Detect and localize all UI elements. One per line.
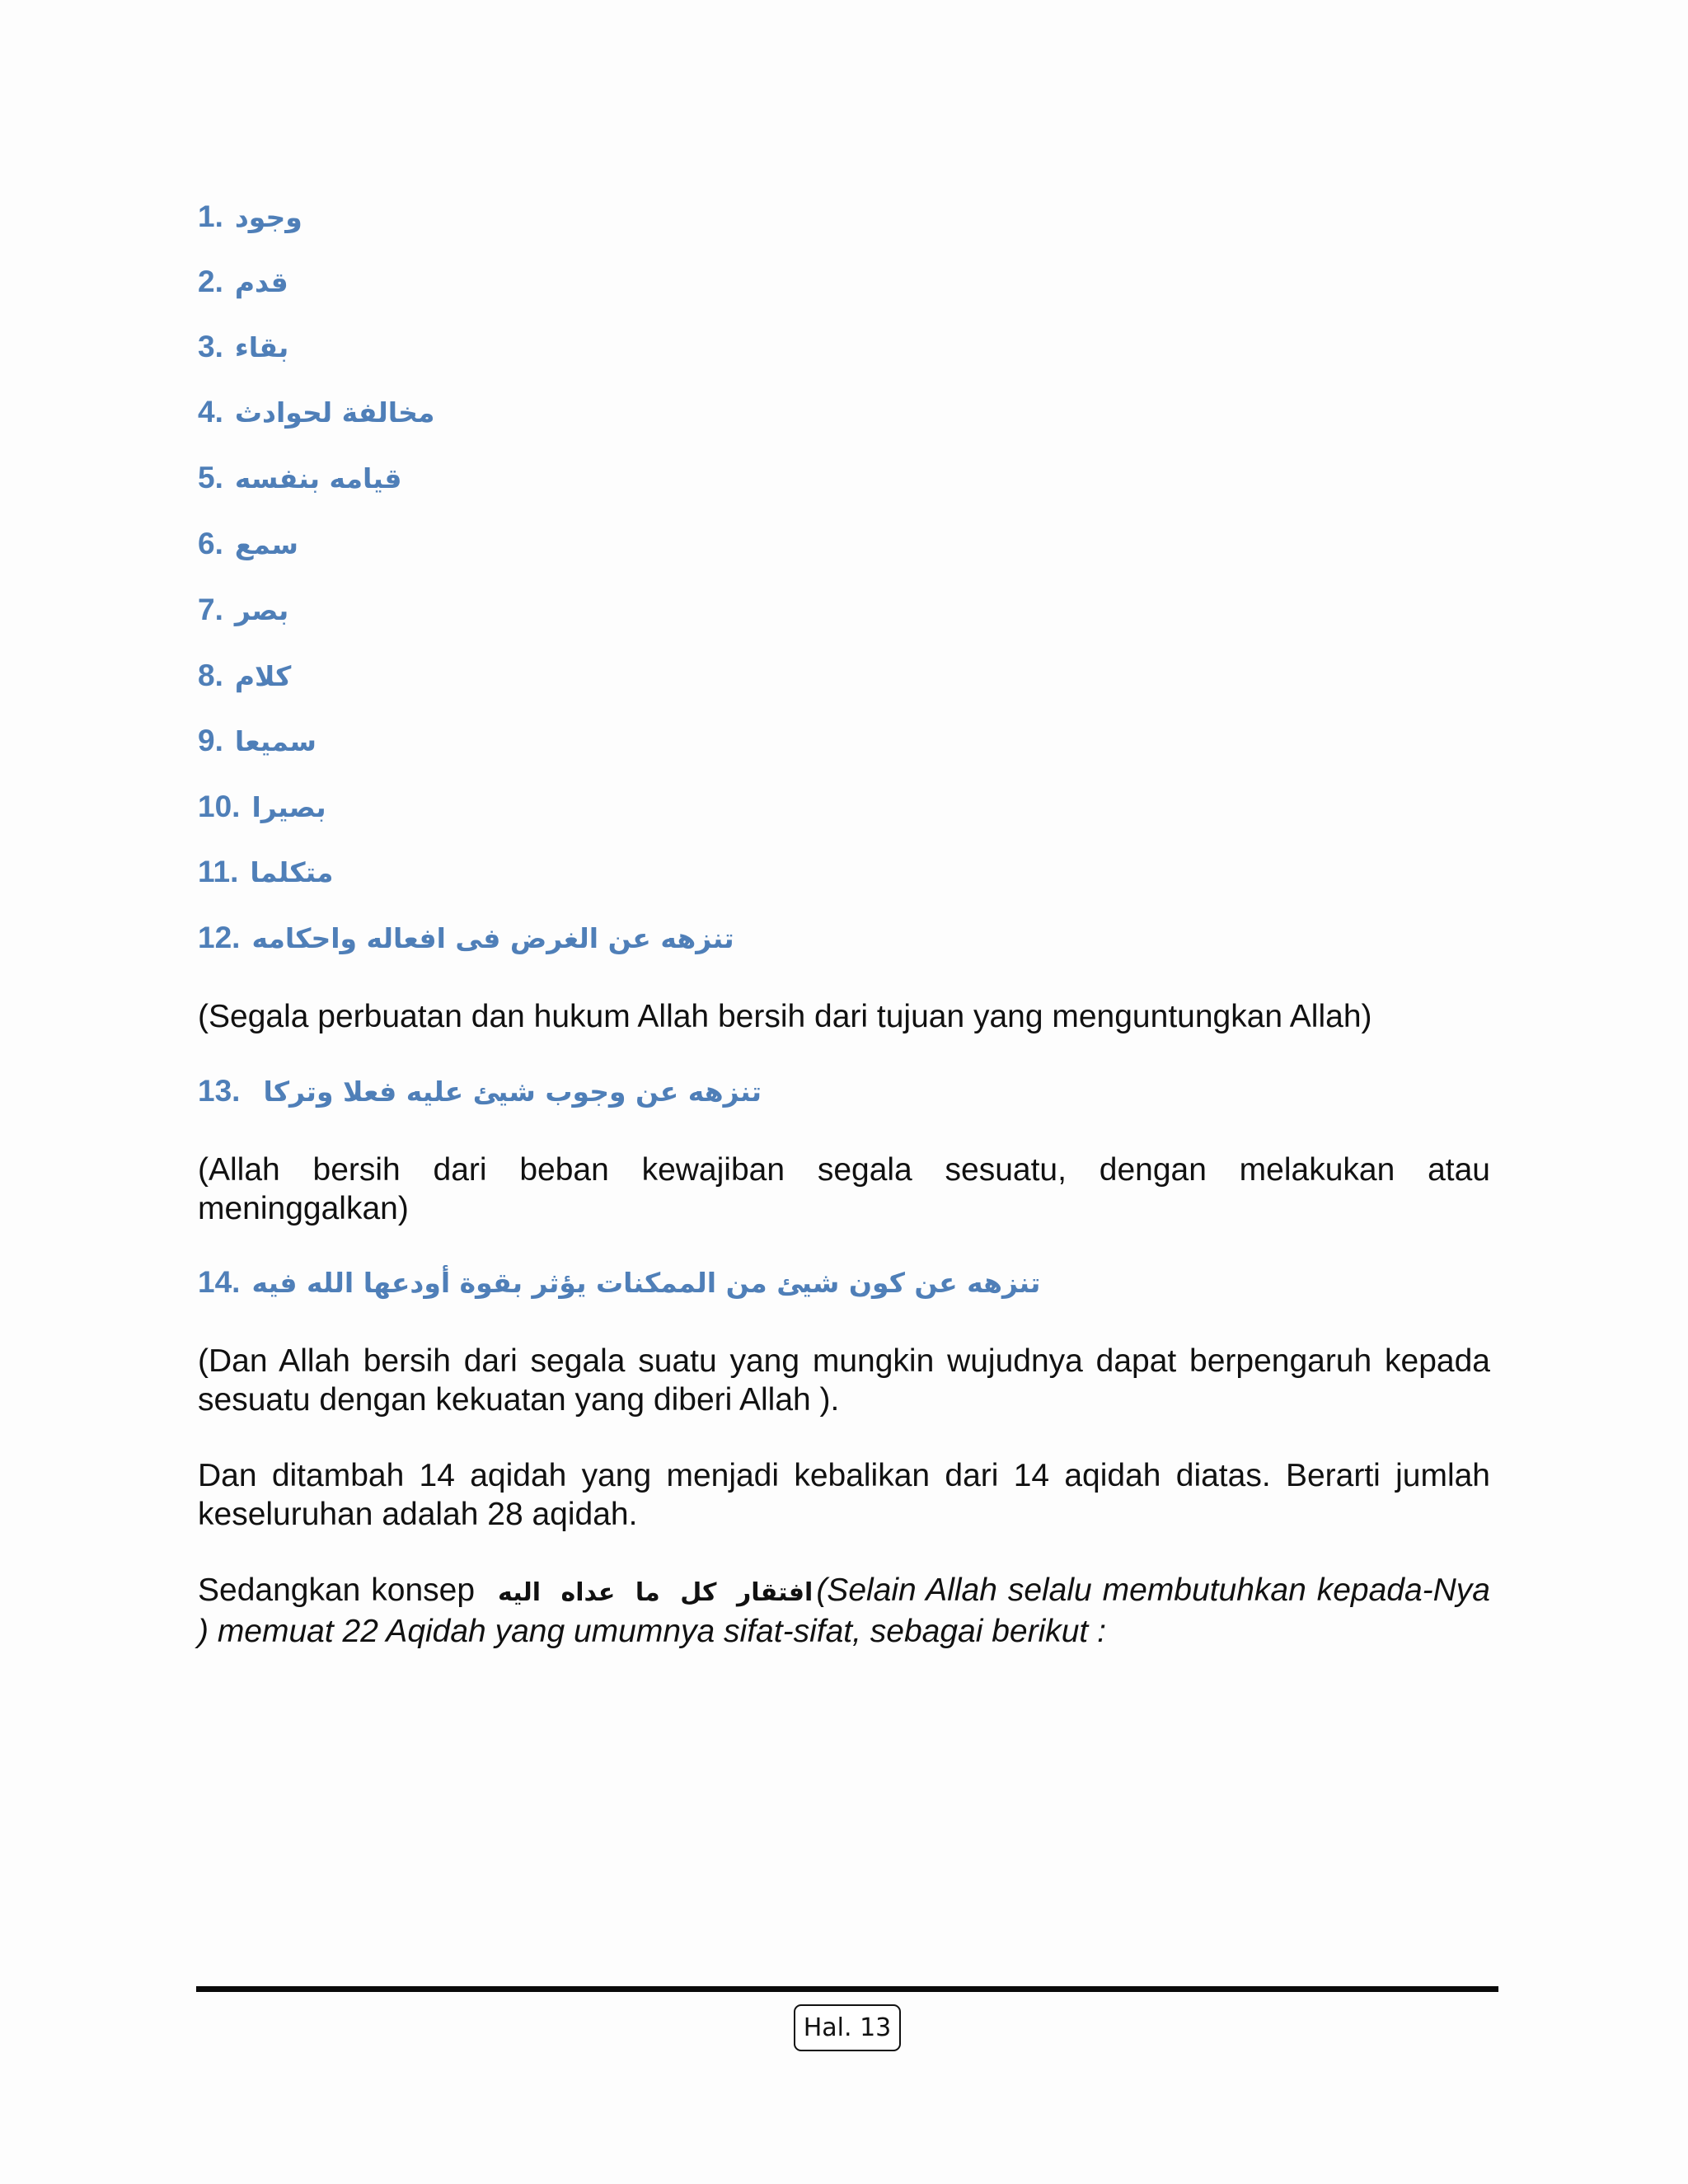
summary-paragraph: Dan ditambah 14 aqidah yang menjadi kebalikan dari 14 aqidah diatas. Berarti jumlah keseluruhan adalah 28 aqidah. <box>198 1458 1490 1532</box>
aqidah-item-7 <box>198 585 288 635</box>
aqidah-item-2 <box>198 257 288 307</box>
item-arabic-text: بصيرا <box>251 790 326 823</box>
item-arabic-text: متكلما <box>250 855 334 888</box>
item-number: 7. <box>198 593 223 626</box>
item-number: 9. <box>198 724 223 757</box>
item-arabic-text: تنزهه عن الغرض فى افعاله واحكامه <box>251 921 734 954</box>
aqidah-item-3 <box>198 322 288 372</box>
item-arabic-text: كلام <box>234 659 292 692</box>
item-arabic-text: بصر <box>234 593 289 626</box>
aqidah-item-14 <box>198 1258 1040 1307</box>
concept-paragraph <box>198 1571 1490 1651</box>
footer-divider <box>196 1986 1498 1992</box>
item-arabic-text: قدم <box>234 265 288 298</box>
item-number: 11. <box>198 855 239 888</box>
aqidah-item-4 <box>198 387 434 437</box>
item-arabic-text: مخالفة لحوادث <box>234 396 435 429</box>
explanation-14: (Dan Allah bersih dari segala suatu yang mungkin wujudnya dapat berpengaruh kepada sesuatu dengan kekuatan yang diberi Allah ). <box>198 1343 1490 1418</box>
item-arabic-text: تنزهه عن كون شيئ من الممكنات يؤثر بقوة أودعها الله فيه <box>251 1266 1041 1299</box>
item-number: 8. <box>198 658 223 692</box>
aqidah-item-8 <box>198 651 291 701</box>
item-number: 13. <box>198 1074 241 1108</box>
aqidah-item-1 <box>198 192 302 241</box>
item-number: 5. <box>198 461 223 494</box>
item-arabic-text: سميعا <box>234 724 316 757</box>
aqidah-item-13 <box>198 1066 762 1116</box>
page-number-badge: Hal. 13 <box>794 2004 901 2051</box>
item-arabic-text: تنزهه عن وجوب شيئ عليه فعلا وتركا <box>263 1075 762 1108</box>
item-arabic-text: بقاء <box>234 330 289 363</box>
aqidah-item-6 <box>198 519 298 569</box>
explanation-12: (Segala perbuatan dan hukum Allah bersih dari tujuan yang menguntungkan Allah) <box>198 999 1372 1034</box>
item-arabic-text: قيامه بنفسه <box>234 462 402 494</box>
concept-arabic: افتقار كل ما عداه اليه <box>498 1578 814 1607</box>
concept-lead: Sedangkan konsep <box>198 1572 476 1608</box>
item-number: 12. <box>198 921 241 954</box>
concept-italic: (Selain Allah selalu membutuhkan kepada-Nya ) memuat 22 Aqidah yang umumnya sifat-sifat, sebagai berikut : <box>198 1572 1490 1649</box>
item-arabic-text: وجود <box>234 200 302 233</box>
aqidah-item-11 <box>198 847 334 897</box>
item-arabic-text: سمع <box>234 527 298 560</box>
item-number: 14. <box>198 1265 241 1299</box>
item-number: 6. <box>198 527 223 560</box>
item-number: 10. <box>198 790 241 823</box>
explanation-13: (Allah bersih dari beban kewajiban segala sesuatu, dengan melakukan atau meninggalkan) <box>198 1152 1490 1226</box>
item-number: 4. <box>198 395 223 429</box>
aqidah-item-12 <box>198 913 734 963</box>
aqidah-item-10 <box>198 782 326 832</box>
aqidah-item-5 <box>198 453 401 503</box>
item-number: 2. <box>198 265 223 298</box>
aqidah-item-9 <box>198 716 316 766</box>
item-number: 1. <box>198 199 223 233</box>
item-number: 3. <box>198 330 223 363</box>
